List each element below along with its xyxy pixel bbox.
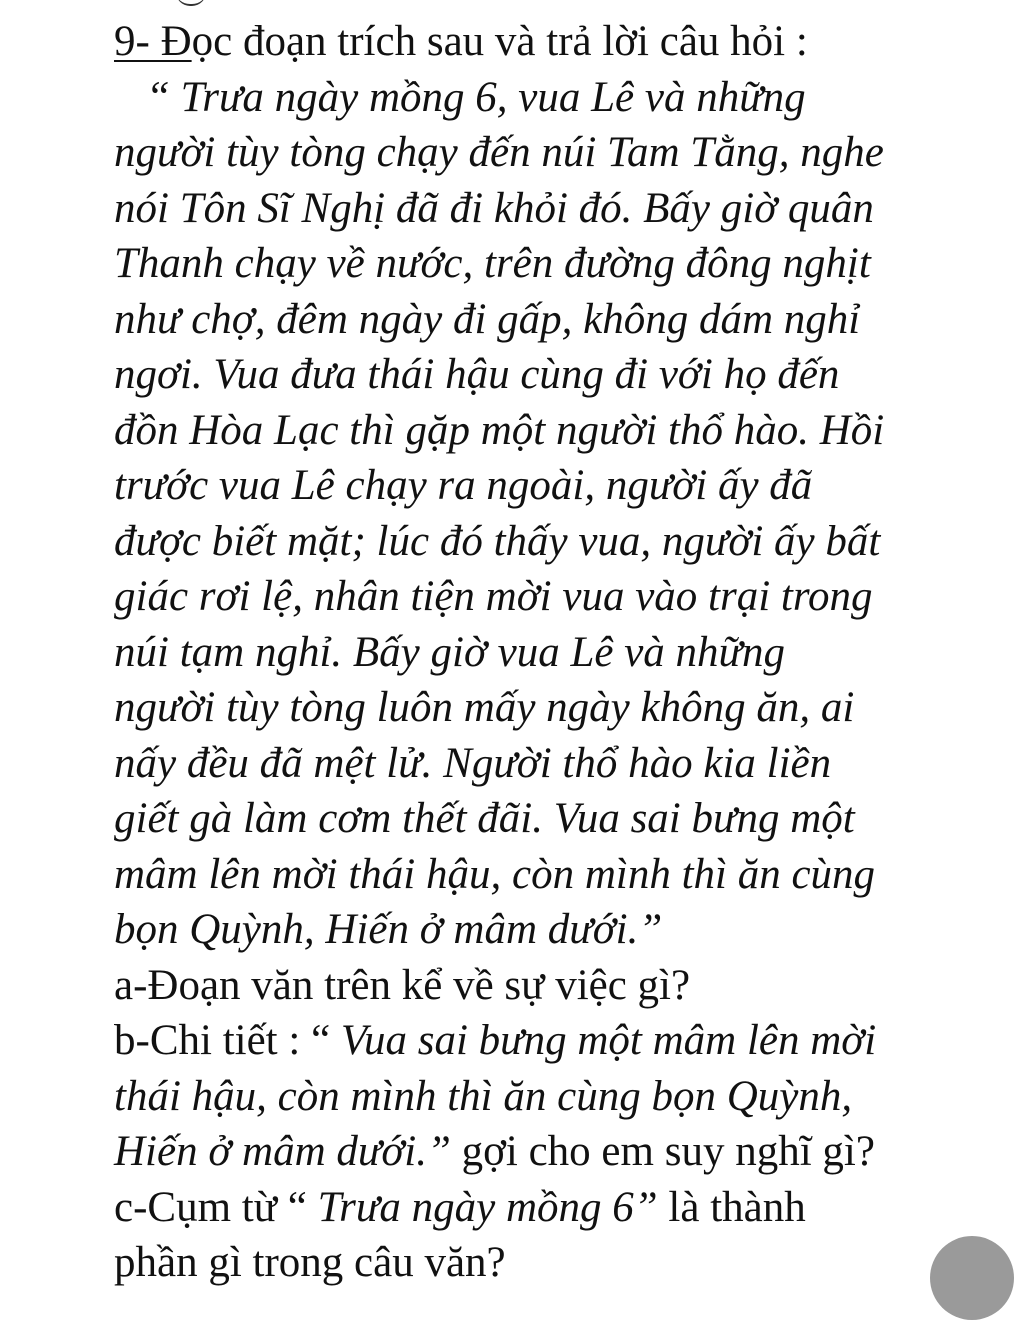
- passage-line: người tùy tòng chạy đến núi Tam Tằng, nghe: [114, 129, 884, 176]
- question-b-end: [114, 1124, 944, 1180]
- scroll-button[interactable]: [930, 1236, 1014, 1320]
- question-b-quote-cont: thái hậu, còn mình thì ăn cùng bọn Quỳnh,: [114, 1072, 853, 1120]
- question-a: a-Đoạn văn trên kể về sự việc gì?: [114, 961, 691, 1009]
- passage-line: bọn Quỳnh, Hiến ở mâm dưới.”: [114, 906, 663, 953]
- passage-line: giác rơi lệ, nhân tiện mời vua vào trại trong: [114, 573, 873, 620]
- top-edge-mark: [176, 0, 206, 6]
- question-b-prefix: b-Chi tiết : “: [114, 1017, 341, 1064]
- passage-line: trước vua Lê chạy ra ngoài, người ấy đã: [114, 462, 813, 509]
- question-c-quote: Trưa ngày mồng 6”: [317, 1183, 658, 1231]
- passage-line: như chợ, đêm ngày đi gấp, không dám nghỉ: [114, 295, 861, 343]
- question-b: [114, 1013, 944, 1069]
- question-c-prefix: c-Cụm từ “: [114, 1183, 318, 1231]
- question-number: 9- Đ: [114, 18, 192, 65]
- passage-line: nói Tôn Sĩ Nghị đã đi khỏi đó. Bấy giờ quân: [114, 184, 874, 232]
- passage-line: Thanh chạy về nước, trên đường đông nghịt: [114, 240, 871, 287]
- question-b-quote: Vua sai bưng một mâm lên mời: [340, 1017, 877, 1064]
- question-b-suffix: gợi cho em suy nghĩ gì?: [450, 1128, 875, 1175]
- passage-line: mâm lên mời thái hậu, còn mình thì ăn cùng: [114, 850, 876, 898]
- passage-line: giết gà làm cơm thết đãi. Vua sai bưng một: [114, 795, 855, 842]
- passage-line: núi tạm nghỉ. Bấy giờ vua Lê và những: [114, 628, 786, 676]
- passage-line: được biết mặt; lúc đó thấy vua, người ấy bất: [114, 517, 881, 565]
- question-c: [114, 1180, 944, 1236]
- question-b-quote-end: Hiến ở mâm dưới.”: [114, 1128, 451, 1175]
- question-heading: [114, 14, 944, 70]
- passage-line: nấy đều đã mệt lử. Người thổ hào kia liền: [114, 739, 832, 787]
- question-heading-text: ọc đoạn trích sau và trả lời câu hỏi :: [191, 18, 808, 65]
- document-content: [114, 14, 944, 1291]
- question-c-cont: phần gì trong câu văn?: [114, 1239, 506, 1286]
- passage-line: người tùy tòng luôn mấy ngày không ăn, ai: [114, 684, 855, 731]
- passage-line: “ Trưa ngày mồng 6, vua Lê và những: [146, 73, 806, 121]
- passage-line: ngơi. Vua đưa thái hậu cùng đi với họ đến: [114, 351, 840, 398]
- question-c-suffix: là thành: [657, 1183, 806, 1231]
- passage-line: đồn Hòa Lạc thì gặp một người thổ hào. Hồi: [114, 406, 885, 454]
